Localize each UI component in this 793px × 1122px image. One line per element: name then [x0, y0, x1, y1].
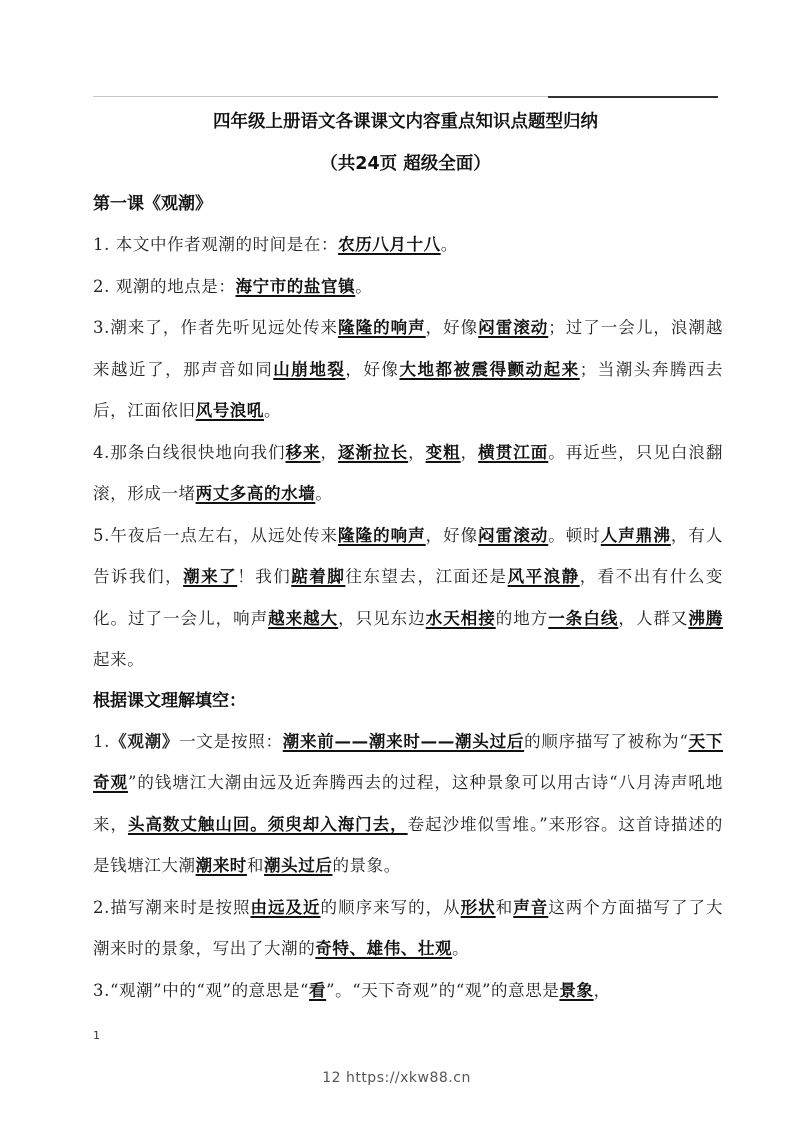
answer-text: 大地都被震得颤动起来 — [399, 359, 580, 379]
text-segment: ，人群又 — [618, 608, 689, 628]
answer-text: 头高数丈触山回。须臾却入海门去， — [127, 814, 408, 834]
text-segment: 1. 本文中作者观潮的时间是在： — [93, 235, 339, 254]
text-segment: 的景象。 — [332, 856, 401, 875]
answer-text: 潮头过后 — [264, 856, 333, 875]
document-body — [93, 184, 723, 1011]
answer-text: 景象 — [559, 980, 594, 1000]
answer-text: 潮来了 — [183, 567, 238, 586]
answer-text: 风平浪静 — [507, 567, 580, 586]
text-segment: ，只见东边 — [338, 608, 426, 628]
text-segment: ，好像 — [345, 359, 400, 379]
answer-text: 海宁市的盐官镇 — [235, 276, 356, 296]
answer-text: 横贯江面 — [478, 442, 549, 462]
answer-text: 踮着脚 — [291, 567, 346, 586]
text-segment: ， — [408, 442, 426, 462]
answer-text: 人声鼎沸 — [600, 525, 671, 545]
text-segment: 的地方 — [495, 608, 549, 628]
answer-text: 奇特、雄伟、壮观 — [315, 939, 453, 958]
text-segment: ， — [320, 442, 339, 462]
answer-text: 变粗 — [425, 442, 461, 462]
text-segment: ”。“天下奇观”的“观”的意思是 — [326, 980, 560, 1000]
text-segment: ；当潮头奔腾西去后，江面依旧 — [93, 359, 723, 420]
answer-text: 潮来前——潮来时——潮头过后 — [282, 731, 525, 751]
answer-text: 看 — [309, 980, 327, 1000]
answer-text: 两丈多高的水墙 — [195, 484, 316, 503]
answer-text: 声音 — [513, 897, 549, 917]
answer-text: 一条白线 — [548, 608, 619, 628]
text-segment: 的顺序描写了被称为“ — [524, 731, 689, 751]
answer-text: 隆隆的响声 — [338, 525, 426, 545]
text-segment: ，有人告诉我们， — [93, 525, 723, 586]
text-segment: 这两个方面描写了了大潮来时的景象，写出了大潮的 — [93, 897, 723, 958]
answer-text: 沸腾 — [688, 608, 724, 628]
text-segment: ”的钱塘江大潮由远及近奔腾西去的过程，这种景象可以用古诗“八月涛声吼地来， — [93, 773, 723, 834]
answer-text: 越来越大 — [268, 608, 339, 628]
text-segment: 。 — [440, 235, 458, 254]
question-paragraph — [93, 266, 723, 308]
text-segment: 。顿时 — [548, 525, 601, 545]
text-segment: 3.“观潮”中的“观”的意思是“ — [93, 980, 310, 1000]
document-title: 四年级上册语文各课课文内容重点知识点题型归纳 — [213, 112, 598, 132]
text-segment: 往东望去，江面还是 — [345, 567, 508, 586]
text-segment: ，好像 — [425, 525, 479, 545]
answer-text: 天下奇观 — [93, 731, 724, 792]
answer-text: 风号浪吼 — [195, 401, 265, 420]
text-segment: 2.描写潮来时是按照 — [93, 897, 251, 917]
section-heading: 第一课《观潮》 — [93, 194, 212, 214]
text-segment: ， — [593, 980, 611, 1000]
text-segment: 3.潮来了，作者先听见远处传来 — [93, 318, 339, 337]
question-paragraph — [93, 515, 723, 681]
text-segment: 1. — [93, 731, 110, 751]
text-segment: ！我们 — [237, 567, 292, 586]
text-segment: ，看不出有什么变化。过了一会儿，响声 — [93, 567, 723, 628]
answer-text: 水天相接 — [425, 608, 496, 628]
footer-watermark: 12 https://xkw88.cn — [322, 1070, 471, 1086]
text-segment: 和 — [246, 856, 265, 875]
text-segment: 的顺序来写的，从 — [320, 897, 461, 917]
section-heading: 根据课文理解填空： — [93, 690, 246, 711]
answer-text: 潮来时 — [195, 856, 247, 875]
text-segment: 卷起沙堆似雪堆。”来形容。这首诗描述的是钱塘江大潮 — [93, 814, 724, 875]
text-segment: 。 — [452, 939, 470, 958]
text-segment: 5.午夜后一点左右，从远处传来 — [93, 525, 339, 545]
answer-text: 移来 — [285, 442, 321, 462]
page-number: 1 — [93, 1029, 100, 1042]
answer-text: 隆隆的响声 — [338, 318, 426, 337]
question-paragraph — [93, 721, 723, 887]
answer-text: 逐渐拉长 — [338, 442, 409, 462]
text-segment: 和 — [495, 897, 514, 917]
question-paragraph — [93, 307, 723, 432]
answer-text: 形状 — [460, 897, 496, 917]
answer-text: 闷雷滚动 — [478, 318, 549, 337]
text-segment: 。再近些，只见白浪翻滚，形成一堵 — [93, 442, 723, 503]
question-paragraph — [93, 887, 723, 970]
emphasis-text: 《观潮》 — [109, 731, 180, 751]
text-segment: 。 — [264, 401, 282, 420]
question-paragraph — [93, 970, 723, 1012]
answer-text: 山崩地裂 — [273, 359, 346, 379]
text-segment: 一文是按照： — [179, 731, 283, 751]
text-segment: 。 — [315, 484, 333, 503]
text-segment: 起来。 — [93, 650, 145, 669]
question-paragraph — [93, 224, 723, 266]
answer-text: 农历八月十八 — [338, 235, 441, 254]
document-subtitle: （共24页 超级全面） — [320, 154, 491, 174]
text-segment: 4.那条白线很快地向我们 — [93, 442, 286, 462]
answer-text: 闷雷滚动 — [478, 525, 549, 545]
text-segment: 2. 观潮的地点是： — [93, 276, 236, 296]
text-segment: 。 — [355, 276, 373, 296]
answer-text: 由远及近 — [250, 897, 321, 917]
question-paragraph — [93, 432, 723, 515]
text-segment: ，好像 — [425, 318, 479, 337]
header-rule-accent — [548, 96, 718, 98]
text-segment: ；过了一会儿，浪潮越来越近了，那声音如同 — [93, 318, 723, 379]
text-segment: ， — [460, 442, 479, 462]
